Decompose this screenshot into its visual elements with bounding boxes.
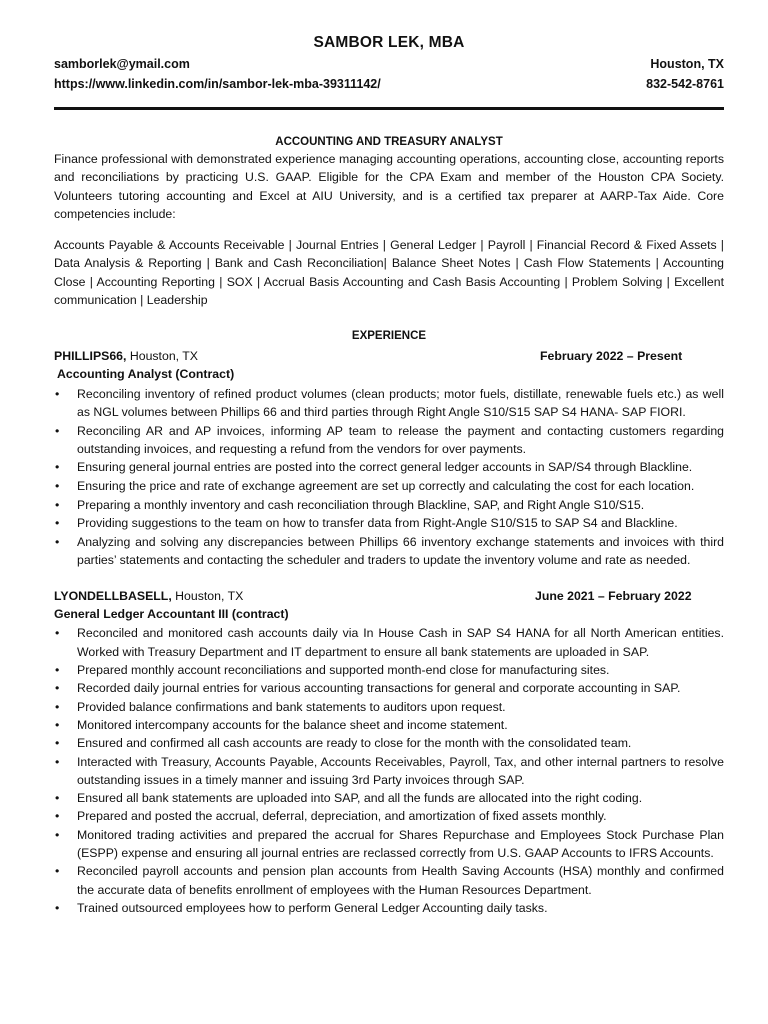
bullet-item: • Reconciled and monitored cash accounts daily via In House Cash in SAP S4 HANA for all North American entities. Worked with Treasury Department and IT department to ensure all bank statements are uploaded in SAP. <box>55 626 724 659</box>
bullet-item: • Monitored trading activities and prepared the accrual for Shares Repurchase and Employees Stock Purchase Plan (ESPP) expense and ensuring all journal entries are reclassed correctly from U.S. GAAP Accounts to IFRS Accounts. <box>55 827 724 860</box>
bullet-item: • Ensured all bank statements are uploaded into SAP, and all the funds are allocated into the right coding. <box>54 789 724 807</box>
bullet-icon: • <box>55 900 60 915</box>
summary-text: Finance professional with demonstrated experience managing accounting operations, accounting close, accounting reports and reconciliations by practicing U.S. GAAP. Eligible for the CPA Exam and member of the Houston CPA Society. Volunteers tutoring accounting and Excel at AIU University, and is a certified tax preparer at AARP-Tax Aide. Core competencies include: <box>54 152 724 221</box>
company-name: LYONDELLBASELL, <box>54 589 172 604</box>
bullet-icon: • <box>55 791 60 806</box>
bullet-icon: • <box>55 460 60 475</box>
linkedin-link[interactable]: https://www.linkedin.com/in/sambor-lek-mba-39311142/ <box>54 77 381 91</box>
bullet-icon: • <box>55 516 60 531</box>
summary-title: ACCOUNTING AND TREASURY ANALYST <box>275 136 503 148</box>
job-role: General Ledger Accountant III (contract) <box>54 607 289 622</box>
bullet-icon: • <box>55 534 60 549</box>
bullet-icon: • <box>55 479 60 494</box>
contact-row-2 <box>54 74 724 94</box>
bullet-item: • Analyzing and solving any discrepancies between Phillips 66 inventory exchange statements and invoices with third parties’ statements and contacting the scheduler and traders to update the inventory volume and rate as needed. <box>55 534 724 568</box>
bullet-item: • Preparing a monthly inventory and cash reconciliation through Blackline, SAP, and Right Angle S10/S15. <box>54 496 724 514</box>
job-location: Houston, TX <box>126 349 198 364</box>
bullet-icon: • <box>55 809 60 824</box>
job-location: Houston, TX <box>171 589 244 604</box>
job-dates: February 2022 – Present <box>540 349 683 364</box>
bullet-item: • Reconciling AR and AP invoices, informing AP team to release the payment and contacting customers regarding outstanding invoices, and requesting a refund from the vendors for over payments. <box>55 423 724 456</box>
bullet-item: • Reconciled payroll accounts and pension plan accounts from Health Saving Accounts (HSA) monthly and confirmed the accurate data of benefits enrollment of employees with the Human Resources Department. <box>55 864 724 897</box>
job-role: Accounting Analyst (Contract) <box>57 367 235 382</box>
bullet-item: • Providing suggestions to the team on how to transfer data from Right-Angle S10/S15 to SAP S4 and Blackline. <box>54 514 724 532</box>
bullet-icon: • <box>55 754 60 769</box>
bullet-icon: • <box>55 699 60 714</box>
bullet-item: • Ensuring general journal entries are posted into the correct general ledger accounts in SAP/S4 through Blackline. <box>54 458 724 476</box>
bullet-item: • Prepared and posted the accrual, deferral, depreciation, and amortization of fixed assets monthly. <box>54 807 724 825</box>
core-competencies: Accounts Payable & Accounts Receivable | Journal Entries | General Ledger | Payroll | Financial Record & Fixed Assets | Data Analysis & Reporting | Bank and Cash Reconciliation| Balance Sheet Notes | Cash Flow Statements | Accounting Close | Accounting Reporting | SOX | Accrual Basis Accounting and Cash Basis Accounting | Problem Solving | Excellent communication | Leadership <box>54 238 724 308</box>
bullet-icon: • <box>55 827 60 842</box>
bullet-icon: • <box>55 736 60 751</box>
bullet-icon: • <box>55 663 60 678</box>
bullet-item: • Reconciling inventory of refined product volumes (clean products; motor fuels, distillate, renewable fuels etc.) as well as NGL volumes between Phillips 66 and third parties through Right Angle S10/S15 SAP S4 HANA- SAP FIORI. <box>55 386 724 419</box>
location: Houston, TX <box>650 57 724 71</box>
bullet-item: • Ensured and confirmed all cash accounts are ready to close for the month with the consolidated team. <box>54 734 724 752</box>
experience-title: EXPERIENCE <box>351 330 427 343</box>
job-phillips66 <box>54 347 724 569</box>
bullet-icon: • <box>55 717 60 732</box>
bullet-icon: • <box>55 497 60 512</box>
job-header <box>54 347 724 365</box>
contact-row-1 <box>54 54 724 74</box>
job-lyondellbasell <box>54 587 724 917</box>
email-link[interactable]: samborlek@ymail.com <box>54 57 190 71</box>
bullet-icon: • <box>55 864 60 879</box>
candidate-name: SAMBOR LEK, MBA <box>313 34 465 51</box>
job-dates: June 2021 – February 2022 <box>535 589 692 604</box>
bullet-icon: • <box>55 626 60 641</box>
header-divider <box>54 107 724 110</box>
phone: 832-542-8761 <box>646 77 724 91</box>
job-bullets <box>54 385 724 570</box>
bullet-item: • Provided balance confirmations and bank statements to auditors upon request. <box>54 698 724 716</box>
resume-page <box>54 34 724 917</box>
bullet-item: • Interacted with Treasury, Accounts Payable, Accounts Receivables, Payroll, Tax, and other internal partners to resolve outstanding issues in a timely manner and issuing 3rd Party invoices through SAP. <box>55 754 724 787</box>
bullet-item: • Recorded daily journal entries for various accounting transactions for general and corporate accounting in SAP. <box>54 679 724 697</box>
job-bullets <box>54 624 724 917</box>
bullet-icon: • <box>55 681 60 696</box>
bullet-item: • Prepared monthly account reconciliations and supported month-end close for manufacturing sites. <box>54 661 724 679</box>
bullet-item: • Trained outsourced employees how to perform General Ledger Accounting daily tasks. <box>54 899 724 917</box>
bullet-item: • Monitored intercompany accounts for the balance sheet and income statement. <box>54 716 724 734</box>
bullet-icon: • <box>55 423 60 438</box>
bullet-item: • Ensuring the price and rate of exchange agreement are set up correctly and calculating the cost for each location. <box>54 477 724 495</box>
job-header <box>54 587 724 605</box>
bullet-icon: • <box>55 386 60 401</box>
company-name: PHILLIPS66, <box>54 349 127 364</box>
